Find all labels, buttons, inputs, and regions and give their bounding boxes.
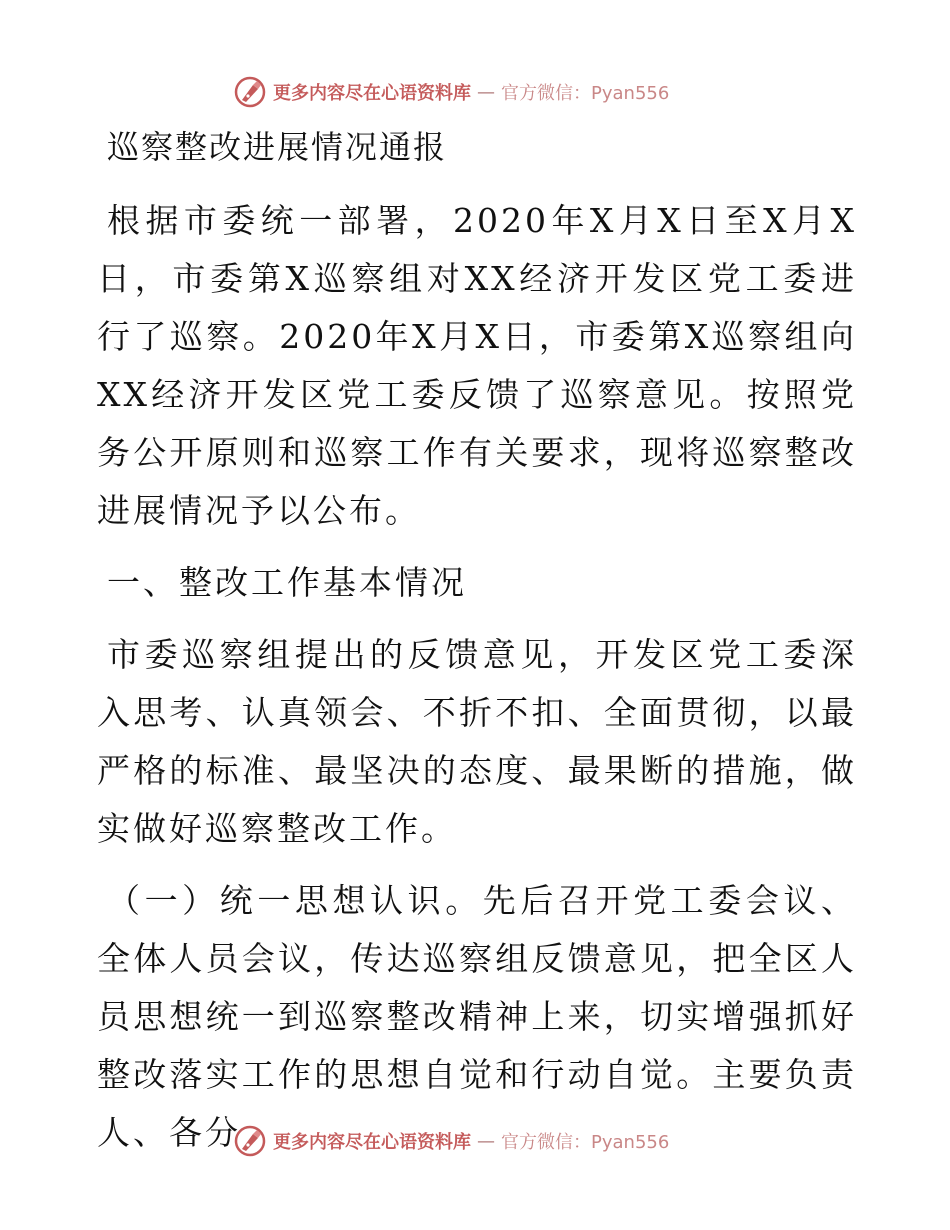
watermark-brand: 更多内容尽在心语资料库 bbox=[273, 1132, 471, 1153]
document-title: 巡察整改进展情况通报 bbox=[107, 128, 448, 166]
watermark-separator: — bbox=[477, 81, 495, 103]
watermark-header bbox=[233, 72, 669, 112]
pen-nib-circle-icon bbox=[233, 1124, 267, 1158]
pen-nib-circle-icon bbox=[233, 75, 267, 109]
section-1-paragraph: 市委巡察组提出的反馈意见，开发区党工委深入思考、认真领会、不折不扣、全面贯彻，以最严格的标准、最坚决的态度、最果断的措施，做实做好巡察整改工作。 bbox=[97, 635, 857, 848]
watermark-contact: 官方微信：Pyan556 bbox=[501, 1132, 670, 1153]
document-body bbox=[97, 124, 857, 1176]
watermark-separator: — bbox=[477, 1130, 495, 1152]
subsection-1-paragraph: （一）统一思想认识。先后召开党工委会议、全体人员会议，传达巡察组反馈意见，把全区人员思想统一到巡察整改精神上来，切实增强抓好整改落实工作的思想自觉和行动自觉。主要负责人、各分 bbox=[97, 881, 857, 1152]
watermark-brand: 更多内容尽在心语资料库 bbox=[273, 83, 471, 104]
watermark-contact: 官方微信：Pyan556 bbox=[501, 83, 670, 104]
watermark-footer bbox=[233, 1121, 669, 1161]
section-heading-1: 一、整改工作基本情况 bbox=[107, 563, 467, 602]
intro-paragraph: 根据市委统一部署，2020年X月X日至X月X日，市委第X巡察组对XX经济开发区党工委进行了巡察。2020年X月X日，市委第X巡察组向XX经济开发区党工委反馈了巡察意见。按照党务公开原则和巡察工作有关要求，现将巡察整改进展情况予以公布。 bbox=[97, 201, 857, 530]
